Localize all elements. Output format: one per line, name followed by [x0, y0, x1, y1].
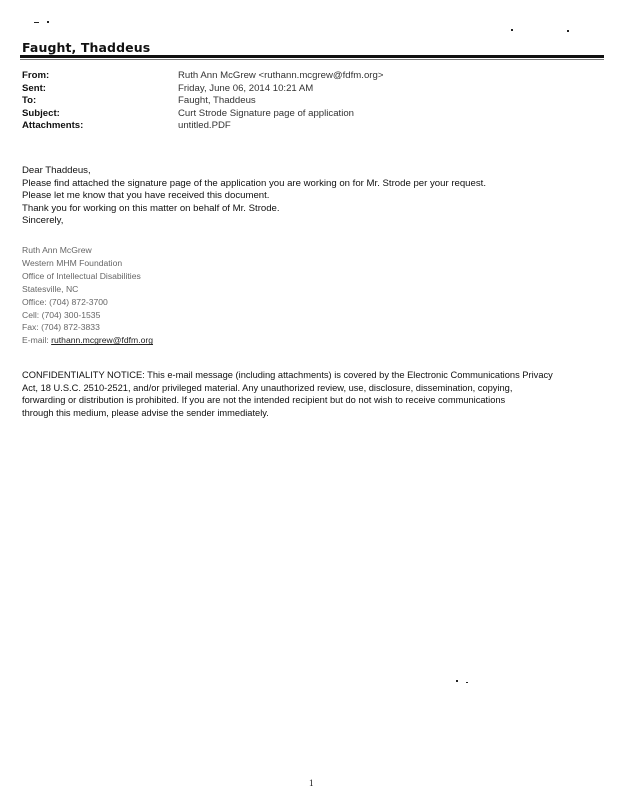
body-line: Thank you for working on this matter on behalf of Mr. Strode.: [22, 202, 280, 214]
header-label: Sent:: [22, 82, 46, 94]
attachment-filename: untitled.PDF: [178, 120, 231, 132]
notice-line: Act, 18 U.S.C. 2510-2521, and/or privileged material. Any unauthorized review, use, disclosure, dissemination, copying,: [22, 382, 513, 393]
notice-line: CONFIDENTIALITY NOTICE: This e-mail message (including attachments) is covered by the Electronic Communications Privacy: [22, 370, 553, 380]
signature-block: [22, 244, 322, 347]
signature-line: Ruth Ann McGrew: [22, 245, 92, 255]
header-value: Friday, June 06, 2014 10:21 AM: [178, 82, 314, 94]
signature-line: Office: (704) 872-3700: [22, 296, 108, 307]
header-label: From:: [22, 70, 50, 81]
scan-speck: [567, 30, 569, 32]
header-rule-thin: [20, 59, 604, 60]
header-sent: [22, 83, 582, 96]
header-label: Attachments:: [22, 120, 84, 132]
signature-email-line: [22, 334, 322, 347]
email-prefix: E-mail:: [22, 335, 52, 346]
header-attachments: [22, 120, 582, 133]
header-to: [22, 95, 582, 108]
signature-line: Western MHM Foundation: [22, 257, 123, 268]
greeting: Dear Thaddeus,: [22, 165, 91, 176]
header-rule: [20, 55, 604, 58]
body-line: Please let me know that you have received this document.: [22, 190, 270, 201]
notice-line: through this medium, please advise the sender immediately.: [22, 407, 269, 418]
scan-speck: [47, 21, 49, 23]
body-line: Please find attached the signature page of the application you are working on for Mr. Strode per your request.: [22, 177, 486, 189]
email-headers: [22, 70, 582, 133]
confidentiality-notice: [22, 369, 582, 419]
signature-line: Office of Intellectual Disabilities: [22, 270, 141, 281]
header-label: To:: [22, 95, 37, 107]
sign-off: Sincerely,: [22, 215, 64, 226]
signature-line: Cell: (704) 300-1535: [22, 309, 101, 320]
header-label: Subject:: [22, 107, 60, 119]
notice-line: forwarding or distribution is prohibited. If you are not the intended recipient but do not wish to receive communications: [22, 395, 506, 406]
scan-speck: [466, 682, 468, 683]
signature-line: Fax: (704) 872-3833: [22, 322, 100, 333]
scan-speck: [511, 29, 513, 31]
header-subject: [22, 108, 582, 121]
header-value: Curt Strode Signature page of application: [178, 107, 354, 119]
email-body: [22, 165, 582, 228]
scan-speck: [456, 680, 458, 682]
header-from: [22, 70, 582, 83]
header-value: Faught, Thaddeus: [178, 95, 256, 107]
page-number: 1: [309, 778, 314, 788]
mailbox-owner-name: Faught, Thaddeus: [22, 40, 151, 55]
email-link[interactable]: ruthann.mcgrew@fdfm.org: [51, 335, 154, 346]
scan-speck: [34, 22, 39, 23]
signature-line: Statesville, NC: [22, 283, 79, 294]
header-value: Ruth Ann McGrew <ruthann.mcgrew@fdfm.org>: [178, 70, 384, 81]
